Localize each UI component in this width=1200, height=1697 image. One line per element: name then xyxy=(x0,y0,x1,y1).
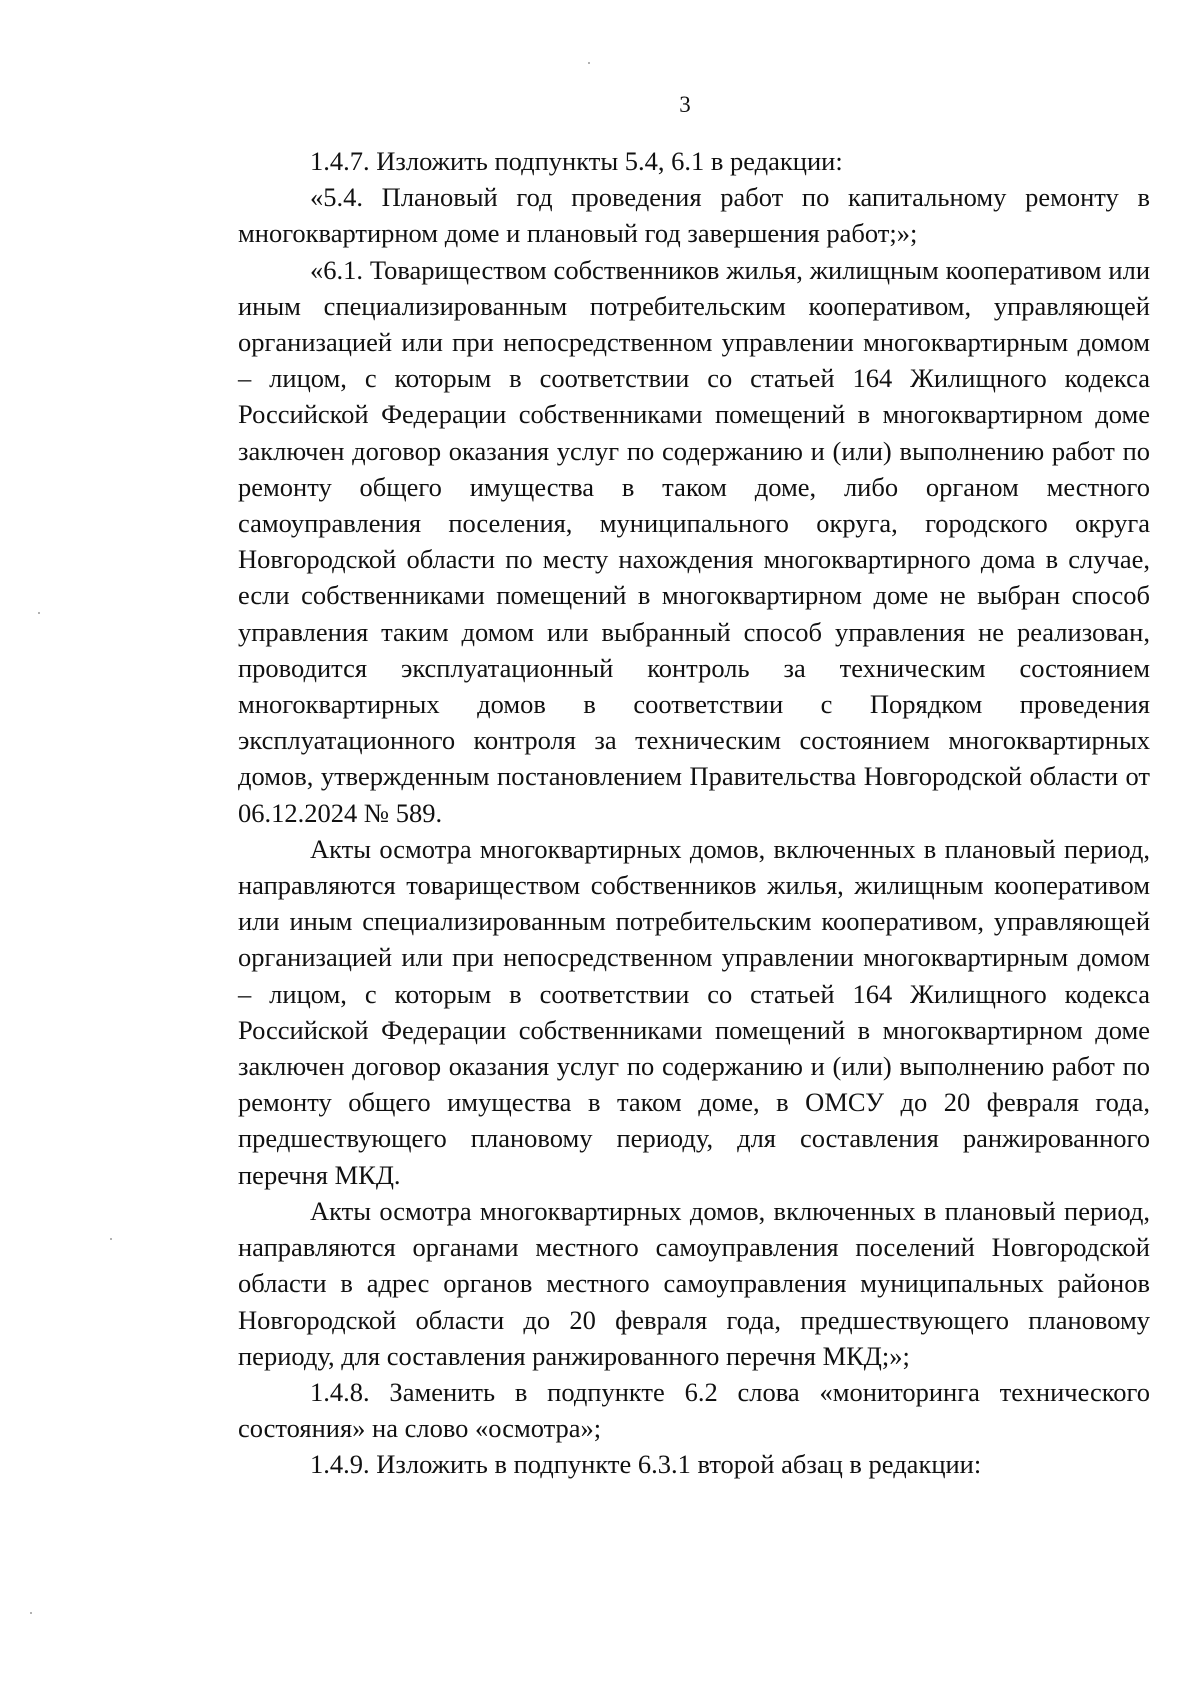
page-number: 3 xyxy=(679,92,691,117)
scan-speck xyxy=(110,1238,112,1240)
scan-speck xyxy=(30,1612,32,1614)
paragraph-1-4-8: 1.4.8. Заменить в подпункте 6.2 слова «мониторинга технического состояния» на слово «осмотра»; xyxy=(238,1376,1150,1444)
paragraph-inspection-acts-2: Акты осмотра многоквартирных домов, включенных в плановый период, направляются органами местного самоуправления поселений Новгородской области в адрес органов местного самоуправления муниципальных районов Новгородской области до 20 февраля года, предшествующего плановому периоду, для составления ранжированного перечня МКД;»; xyxy=(238,1195,1150,1371)
paragraph-6-1-quote: «6.1. Товариществом собственников жилья, жилищным кооперативом или иным специализированным потребительским кооперативом, управляющей организацией или при непосредственном управлении многоквартирным домом – лицом, с которым в соответствии со статьей 164 Жилищного кодекса Российской Федерации собственниками помещений в многоквартирном доме заключен договор оказания услуг по содержанию и (или) выполнению работ по ремонту общего имущества в таком доме, либо органом местного самоуправления поселения, муниципального округа, городского округа Новгородской области по месту нахождения многоквартирного дома в случае, если собственниками помещений в многоквартирном доме не выбран способ управления таким домом или выбранный способ управления не реализован, проводится эксплуатационный контроль за техническим состоянием многоквартирных домов в соответствии с Порядком проведения эксплуатационного контроля за техническим состоянием многоквартирных домов, утвержденным постановлением Правительства Новгородской области от 06.12.2024 № 589. xyxy=(238,254,1150,828)
paragraph-inspection-acts-1: Акты осмотра многоквартирных домов, включенных в плановый период, направляются товариществом собственников жилья, жилищным кооперативом или иным специализированным потребительским кооперативом, управляющей организацией или при непосредственном управлении многоквартирным домом – лицом, с которым в соответствии со статьей 164 Жилищного кодекса Российской Федерации собственниками помещений в многоквартирном доме заключен договор оказания услуг по содержанию и (или) выполнению работ по ремонту общего имущества в таком доме, в ОМСУ до 20 февраля года, предшествующего плановому периоду, для составления ранжированного перечня МКД. xyxy=(238,833,1150,1190)
scan-speck xyxy=(588,62,590,64)
document-body xyxy=(238,143,1150,1483)
scan-speck xyxy=(38,612,40,614)
paragraph-5-4-quote: «5.4. Плановый год проведения работ по капитальному ремонту в многоквартирном доме и плановый год завершения работ;»; xyxy=(238,182,1150,249)
paragraph-1-4-9: 1.4.9. Изложить в подпункте 6.3.1 второй абзац в редакции: xyxy=(310,1449,982,1480)
paragraph-1-4-7: 1.4.7. Изложить подпункты 5.4, 6.1 в редакции: xyxy=(310,146,843,176)
